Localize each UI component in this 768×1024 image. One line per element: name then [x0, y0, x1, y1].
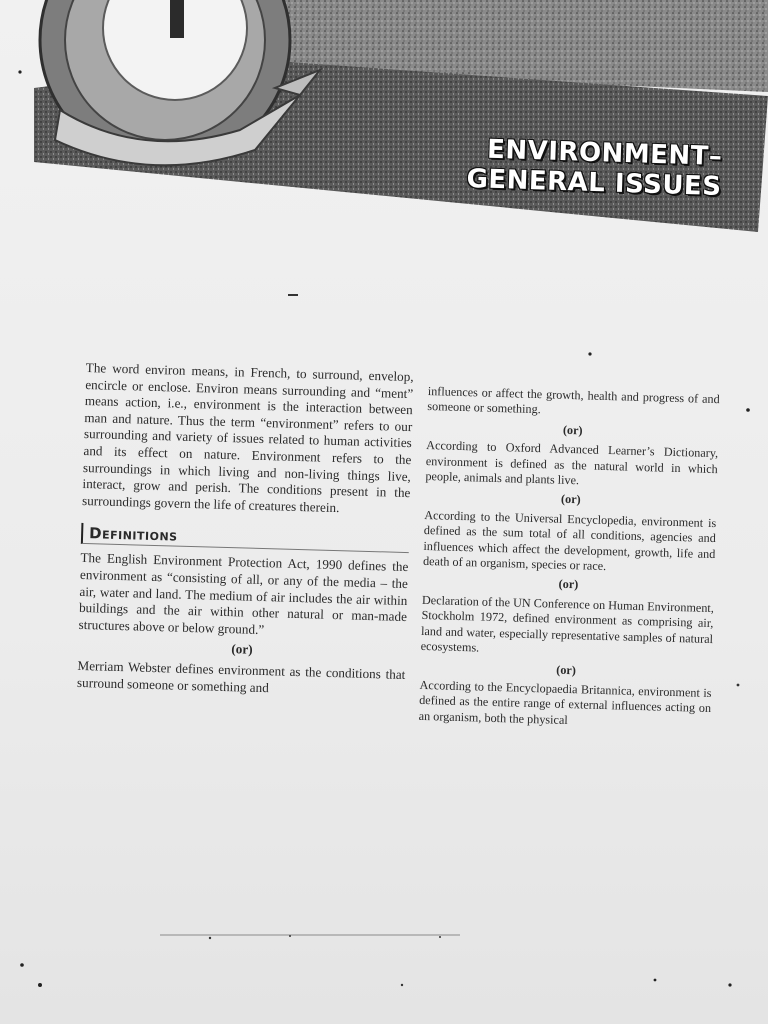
- or-separator: (or): [560, 492, 581, 507]
- intro-paragraph: The word environ means, in French, to surround, envelop, encircle or enclose. Environ means surrounding and “ment” means action, i.e., environment is the interaction between man and nature. Thus the term “environment” refers to our surrounding and variety of issues related to human activities and its effect on nature. Environment refers to the surroundings in which living and non-living things live, interact, grow and perish. The conditions present in the surroundings govern the life of creatures therein.: [81, 360, 414, 515]
- britannica-definition: According to the Encyclopaedia Britannica, environment is defined as the entire range of external influences acting on an organism, both the physical: [418, 677, 712, 727]
- left-column: [77, 360, 414, 700]
- definitions-heading: Definitions: [81, 523, 409, 553]
- continuation-paragraph: influences or affect the growth, health and progress of and someone or something.: [427, 384, 720, 417]
- english-act-definition: The English Environment Protection Act, 1990 defines the environment as “consisting of all, or any of the media – the air, water and land. The medium of air includes the air within buildings and the air within other natural or man-made structures above or below ground.”: [78, 550, 409, 637]
- emblem-needle: [170, 0, 184, 38]
- un-declaration-definition: Declaration of the UN Conference on Human Environment, Stockholm 1972, defined environment as comprising air, land and water, especially representative samples of natural ecosystems.: [420, 592, 715, 655]
- chapter-banner: [0, 0, 768, 240]
- oxford-definition: According to Oxford Advanced Learner’s Dictionary, environment is defined as the natural world in which people, animals and plants live.: [425, 438, 719, 488]
- right-column: [419, 384, 720, 732]
- or-separator: (or): [558, 577, 579, 592]
- chapter-title: [466, 134, 723, 202]
- or-separator: (or): [562, 422, 583, 438]
- merriam-webster-definition: Merriam Webster defines environment as the conditions that surround someone or something and: [76, 657, 406, 695]
- chapter-title-line-2: GENERAL ISSUES: [466, 163, 722, 202]
- or-separator: (or): [556, 662, 577, 677]
- or-separator: (or): [231, 641, 253, 658]
- chapter-title-line-1: ENVIRONMENT–: [486, 134, 723, 173]
- universal-encyclopedia-definition: According to the Universal Encyclopedia, environment is defined as the sum total of all conditions, agencies and influences which affect the development, growth, life and death of an organism, species or race.: [422, 507, 717, 574]
